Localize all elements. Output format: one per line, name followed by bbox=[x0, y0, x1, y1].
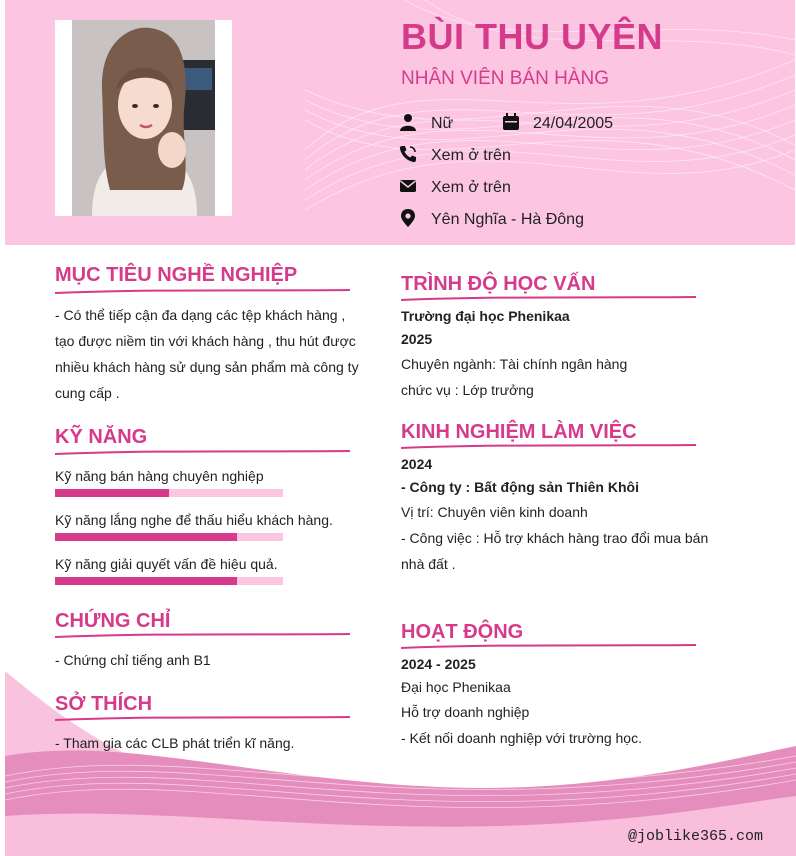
hobbies-title: SỞ THÍCH bbox=[55, 693, 153, 715]
certificates-underline bbox=[55, 633, 350, 639]
email-value: Xem ở trên bbox=[431, 179, 511, 196]
portrait-illustration bbox=[72, 20, 215, 216]
phone-value: Xem ở trên bbox=[431, 147, 511, 164]
calendar-icon bbox=[502, 113, 520, 131]
objective-text bbox=[55, 302, 365, 406]
skill-label: Kỹ năng bán hàng chuyên nghiệp bbox=[55, 468, 264, 484]
activities-title: HOẠT ĐỘNG bbox=[401, 621, 524, 643]
education-school: Trường đại học Phenikaa bbox=[401, 308, 570, 324]
user-icon bbox=[399, 113, 417, 131]
gender-value: Nữ bbox=[431, 115, 454, 132]
birthdate-value: 24/04/2005 bbox=[533, 115, 614, 132]
activity-item: Hỗ trợ doanh nghiệp bbox=[401, 704, 530, 720]
hobby-item: - Tham gia các CLB phát triển kĩ năng. bbox=[55, 735, 295, 751]
certificates-title: CHỨNG CHỈ bbox=[55, 610, 171, 632]
skill-bar bbox=[55, 489, 283, 497]
candidate-name: BÙI THU UYÊN bbox=[401, 16, 664, 57]
mail-icon bbox=[399, 177, 417, 195]
skill-label: Kỹ năng lắng nghe để thấu hiểu khách hàng. bbox=[55, 512, 333, 528]
skill-bar-fill bbox=[55, 489, 169, 497]
experience-desc-line: nhà đất . bbox=[401, 556, 456, 572]
skill-bar-fill bbox=[55, 533, 237, 541]
footer-wave-decoration bbox=[0, 656, 796, 856]
objective-line: tạo được niềm tin với khách hàng , thu hút được bbox=[55, 333, 356, 349]
activity-item: Đại học Phenikaa bbox=[401, 679, 511, 695]
phone-icon bbox=[399, 145, 417, 163]
job-title: NHÂN VIÊN BÁN HÀNG bbox=[401, 68, 609, 89]
education-title: TRÌNH ĐỘ HỌC VẤN bbox=[401, 273, 596, 295]
skill-bar-fill bbox=[55, 577, 237, 585]
skills-underline bbox=[55, 450, 350, 456]
education-major: Chuyên ngành: Tài chính ngân hàng bbox=[401, 356, 628, 372]
experience-desc-line: - Công việc : Hỗ trợ khách hàng trao đổi mua bán bbox=[401, 530, 709, 546]
profile-photo-frame bbox=[55, 20, 232, 216]
experience-title: KINH NGHIỆM LÀM VIỆC bbox=[401, 421, 637, 443]
objective-line: nhiều khách hàng sử dụng sản phẩm mà công ty bbox=[55, 359, 359, 375]
location-icon bbox=[399, 209, 417, 227]
profile-photo bbox=[72, 20, 215, 216]
objective-line: - Có thể tiếp cận đa dạng các tệp khách hàng , bbox=[55, 307, 346, 323]
skill-bar bbox=[55, 577, 283, 585]
objective-line: cung cấp . bbox=[55, 385, 120, 401]
activity-item: - Kết nối doanh nghiệp với trường học. bbox=[401, 730, 642, 746]
address-value: Yên Nghĩa - Hà Đông bbox=[431, 211, 584, 228]
experience-company: - Công ty : Bất động sản Thiên Khôi bbox=[401, 479, 639, 495]
certificate-item: - Chứng chỉ tiếng anh B1 bbox=[55, 652, 211, 668]
objective-underline bbox=[55, 289, 350, 295]
education-position: chức vụ : Lớp trưởng bbox=[401, 382, 534, 398]
activities-period: 2024 - 2025 bbox=[401, 656, 476, 672]
experience-underline bbox=[401, 444, 696, 450]
experience-description bbox=[401, 525, 726, 577]
education-underline bbox=[401, 296, 696, 302]
skill-label: Kỹ năng giải quyết vấn đề hiệu quả. bbox=[55, 556, 278, 572]
hobbies-underline bbox=[55, 716, 350, 722]
footer-website: @joblike365.com bbox=[628, 828, 764, 845]
experience-year: 2024 bbox=[401, 456, 433, 472]
activities-underline bbox=[401, 644, 696, 650]
skills-title: KỸ NĂNG bbox=[55, 426, 148, 448]
experience-role: Vị trí: Chuyên viên kinh doanh bbox=[401, 504, 588, 520]
education-year: 2025 bbox=[401, 331, 433, 347]
objective-title: MỤC TIÊU NGHỀ NGHIỆP bbox=[55, 264, 298, 286]
skill-bar bbox=[55, 533, 283, 541]
